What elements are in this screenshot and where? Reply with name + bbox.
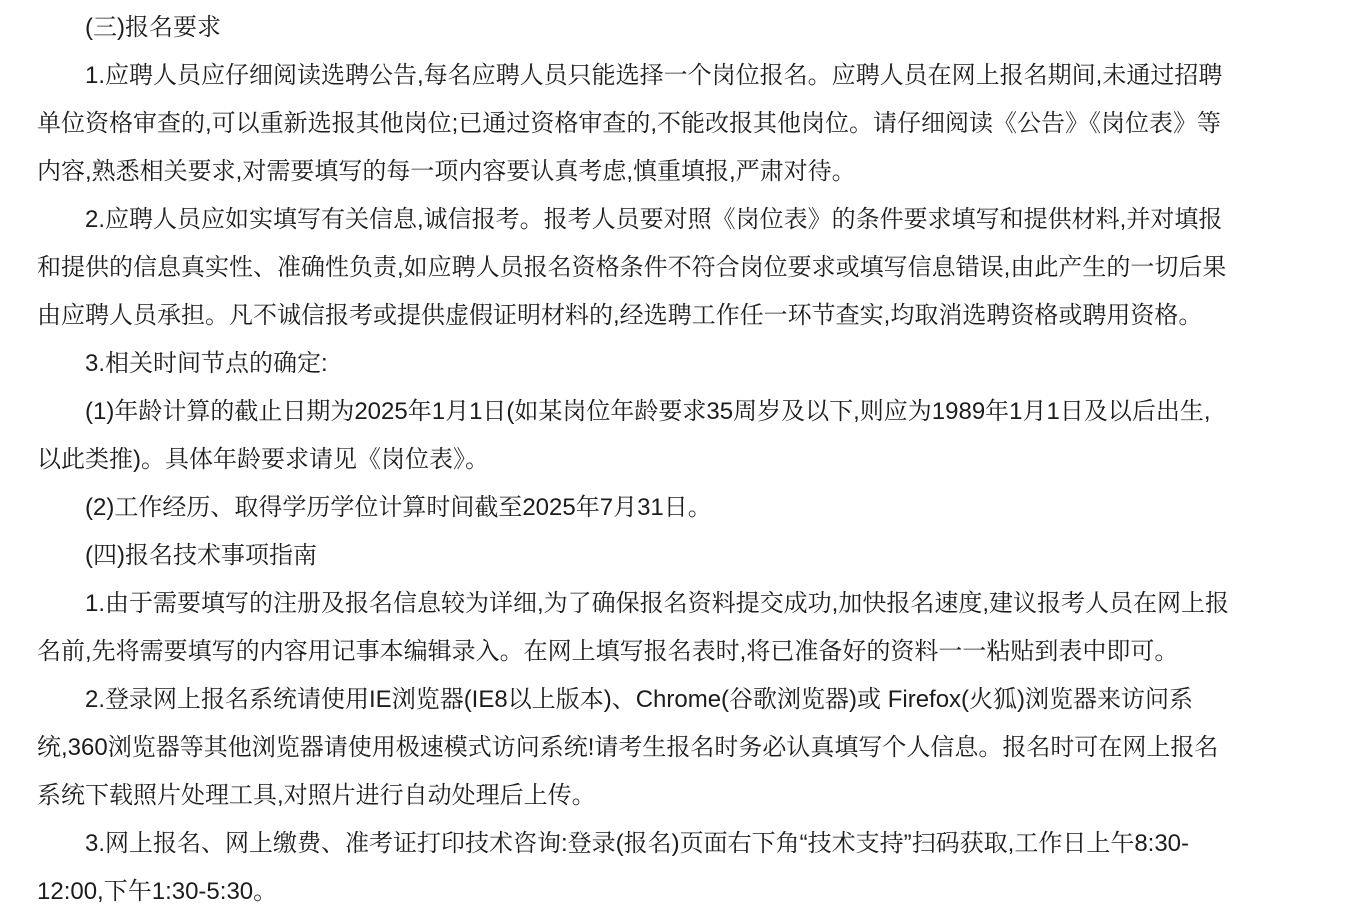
paragraph-requirement-3 <box>37 340 1331 388</box>
paragraph-line: 统,360浏览器等其他浏览器请使用极速模式访问系统!请考生报名时务必认真填写个人信息。报名时可在网上报名 <box>37 734 1219 761</box>
paragraph-line: 3.相关时间节点的确定: <box>85 350 328 377</box>
paragraph-line: 和提供的信息真实性、准确性负责,如应聘人员报名资格条件不符合岗位要求或填写信息错误,由此产生的一切后果 <box>37 254 1227 281</box>
paragraph-line: 3.网上报名、网上缴费、准考证打印技术咨询:登录(报名)页面右下角“技术支持”扫码获取,工作日上午8:30- <box>85 830 1190 857</box>
paragraph-line: 单位资格审查的,可以重新选报其他岗位;已通过资格审查的,不能改报其他岗位。请仔细阅读《公告》《岗位表》等 <box>37 110 1222 137</box>
paragraph-line: 1.由于需要填写的注册及报名信息较为详细,为了确保报名资料提交成功,加快报名速度,建议报考人员在网上报 <box>85 590 1230 617</box>
paragraph-experience-cutoff <box>37 484 1331 532</box>
paragraph-line: 2.登录网上报名系统请使用IE浏览器(IE8以上版本)、Chrome(谷歌浏览器)或 Firefox(火狐)浏览器来访问系 <box>85 686 1194 713</box>
section-heading-text: (四)报名技术事项指南 <box>85 542 317 569</box>
paragraph-guide-1 <box>37 580 1331 676</box>
paragraph-line: (1)年龄计算的截止日期为2025年1月1日(如某岗位年龄要求35周岁及以下,则应为1989年1月1日及以后出生, <box>85 398 1211 425</box>
paragraph-line: (2)工作经历、取得学历学位计算时间截至2025年7月31日。 <box>85 494 712 521</box>
paragraph-line: 内容,熟悉相关要求,对需要填写的每一项内容要认真考虑,慎重填报,严肃对待。 <box>37 158 856 185</box>
paragraph-line: 2.应聘人员应如实填写有关信息,诚信报考。报考人员要对照《岗位表》的条件要求填写和提供材料,并对填报 <box>85 206 1223 233</box>
document-body <box>0 4 1351 916</box>
section-heading-registration-requirements <box>37 4 1331 52</box>
paragraph-guide-3 <box>37 820 1331 916</box>
paragraph-line: 12:00,下午1:30-5:30。 <box>37 878 278 905</box>
paragraph-line: 1.应聘人员应仔细阅读选聘公告,每名应聘人员只能选择一个岗位报名。应聘人员在网上报名期间,未通过招聘 <box>85 62 1223 89</box>
paragraph-requirement-2 <box>37 196 1331 340</box>
paragraph-age-cutoff <box>37 388 1331 484</box>
paragraph-line: 由应聘人员承担。凡不诚信报考或提供虚假证明材料的,经选聘工作任一环节查实,均取消选聘资格或聘用资格。 <box>37 302 1203 329</box>
section-heading-technical-guide <box>37 532 1331 580</box>
section-heading-text: (三)报名要求 <box>85 14 221 41</box>
paragraph-line: 系统下载照片处理工具,对照片进行自动处理后上传。 <box>37 782 596 809</box>
paragraph-guide-2 <box>37 676 1331 820</box>
paragraph-line: 以此类推)。具体年龄要求请见《岗位表》。 <box>37 446 489 473</box>
paragraph-requirement-1 <box>37 52 1331 196</box>
paragraph-line: 名前,先将需要填写的内容用记事本编辑录入。在网上填写报名表时,将已准备好的资料一一粘贴到表中即可。 <box>37 638 1179 665</box>
